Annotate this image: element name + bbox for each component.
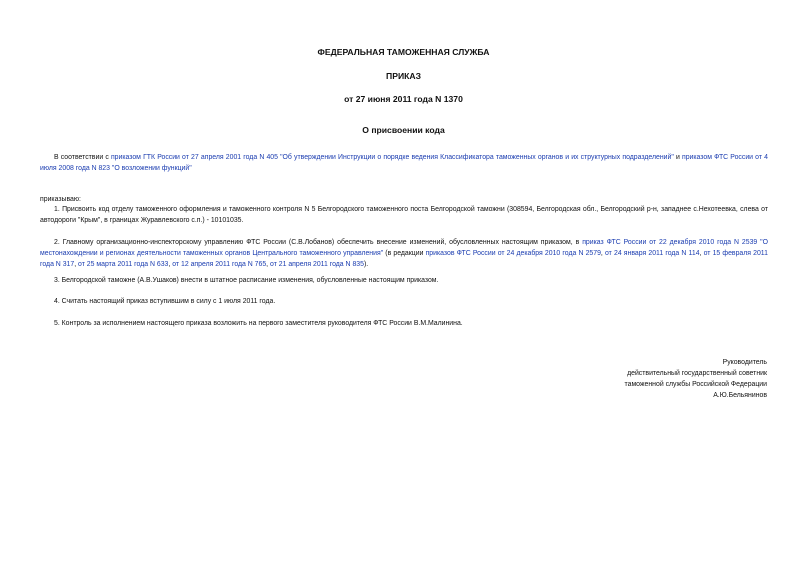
item2-text-7: ,	[266, 261, 271, 268]
intro-text-2: и	[673, 154, 682, 161]
link-fts-order-317[interactable]: от 15 февраля 2011 года N 317	[40, 250, 768, 268]
link-gtk-order-405[interactable]: приказом ГТК России от 27 апреля 2001 года N 405 "Об утверждении Инструкции о порядке ведения Классификатора таможенных органов и их структурных подразделений"	[110, 154, 674, 161]
link-fts-order-835[interactable]: от 21 апреля 2011 года N 835	[270, 261, 364, 268]
link-fts-order-633[interactable]: от 25 марта 2011 года N 633	[78, 261, 169, 268]
document-type: ПРИКАЗ	[386, 71, 421, 81]
intro-paragraph	[40, 152, 768, 174]
item2-text-2: (в редакции	[383, 250, 426, 257]
signature-block	[507, 357, 767, 401]
link-fts-order-114[interactable]: от 24 января 2011 года N 114	[605, 250, 700, 257]
signature-position: Руководитель	[722, 359, 767, 366]
link-fts-order-765[interactable]: от 12 апреля 2011 года N 765	[172, 261, 267, 268]
document-subject: О присвоении кода	[362, 125, 445, 135]
item2-text-1: 2. Главному организационно-инспекторскому управлению ФТС России (С.В.Лобанов) обеспечить внесение изменений, обусловленных настоящим приказом, в	[54, 239, 583, 246]
link-fts-order-823[interactable]: приказом ФТС России от 4 июля 2008 года N 823 "О возложении функций"	[40, 154, 769, 172]
link-fts-order-2539[interactable]: приказ ФТС России от 22 декабря 2010 года N 2539 "О местонахождении и регионах деятельности таможенных органов Центрального таможенного управления"	[40, 239, 768, 257]
item-5: 5. Контроль за исполнением настоящего приказа возложить на первого заместителя руководителя ФТС России В.М.Малинина.	[54, 320, 463, 327]
agency-title: ФЕДЕРАЛЬНАЯ ТАМОЖЕННАЯ СЛУЖБА	[317, 47, 490, 57]
item-4: 4. Считать настоящий приказ вступившим в силу с 1 июля 2011 года.	[54, 298, 276, 305]
signature-rank-1: действительный государственный советник	[627, 370, 767, 377]
item2-text-8: ).	[363, 261, 369, 268]
item2-text-6: ,	[168, 261, 173, 268]
item-1: 1. Присвоить код отделу таможенного оформления и таможенного контроля N 5 Белгородского таможенного поста Белгородской таможни (308594, Белгородская обл., Белгородский р-н, западнее с.Нехотеевка, слева от автодороги "Крым", в границах Журавлевского с.п.) - 10101035.	[40, 206, 768, 224]
item2-text-3: ,	[600, 250, 605, 257]
document-date-number: от 27 июня 2011 года N 1370	[344, 94, 463, 104]
item-2	[40, 237, 768, 270]
item2-text-4: ,	[699, 250, 704, 257]
order-word: приказываю:	[40, 196, 81, 203]
item2-text-5: ,	[74, 261, 79, 268]
link-fts-order-2579[interactable]: приказов ФТС России от 24 декабря 2010 года N 2579	[425, 250, 601, 257]
signature-rank-2: таможенной службы Российской Федерации	[624, 381, 767, 388]
signature-name: А.Ю.Бельянинов	[713, 392, 767, 399]
intro-text-1: В соответствии с	[54, 154, 111, 161]
item-3: 3. Белгородской таможне (А.В.Ушаков) внести в штатное расписание изменения, обусловленные настоящим приказом.	[54, 277, 439, 284]
